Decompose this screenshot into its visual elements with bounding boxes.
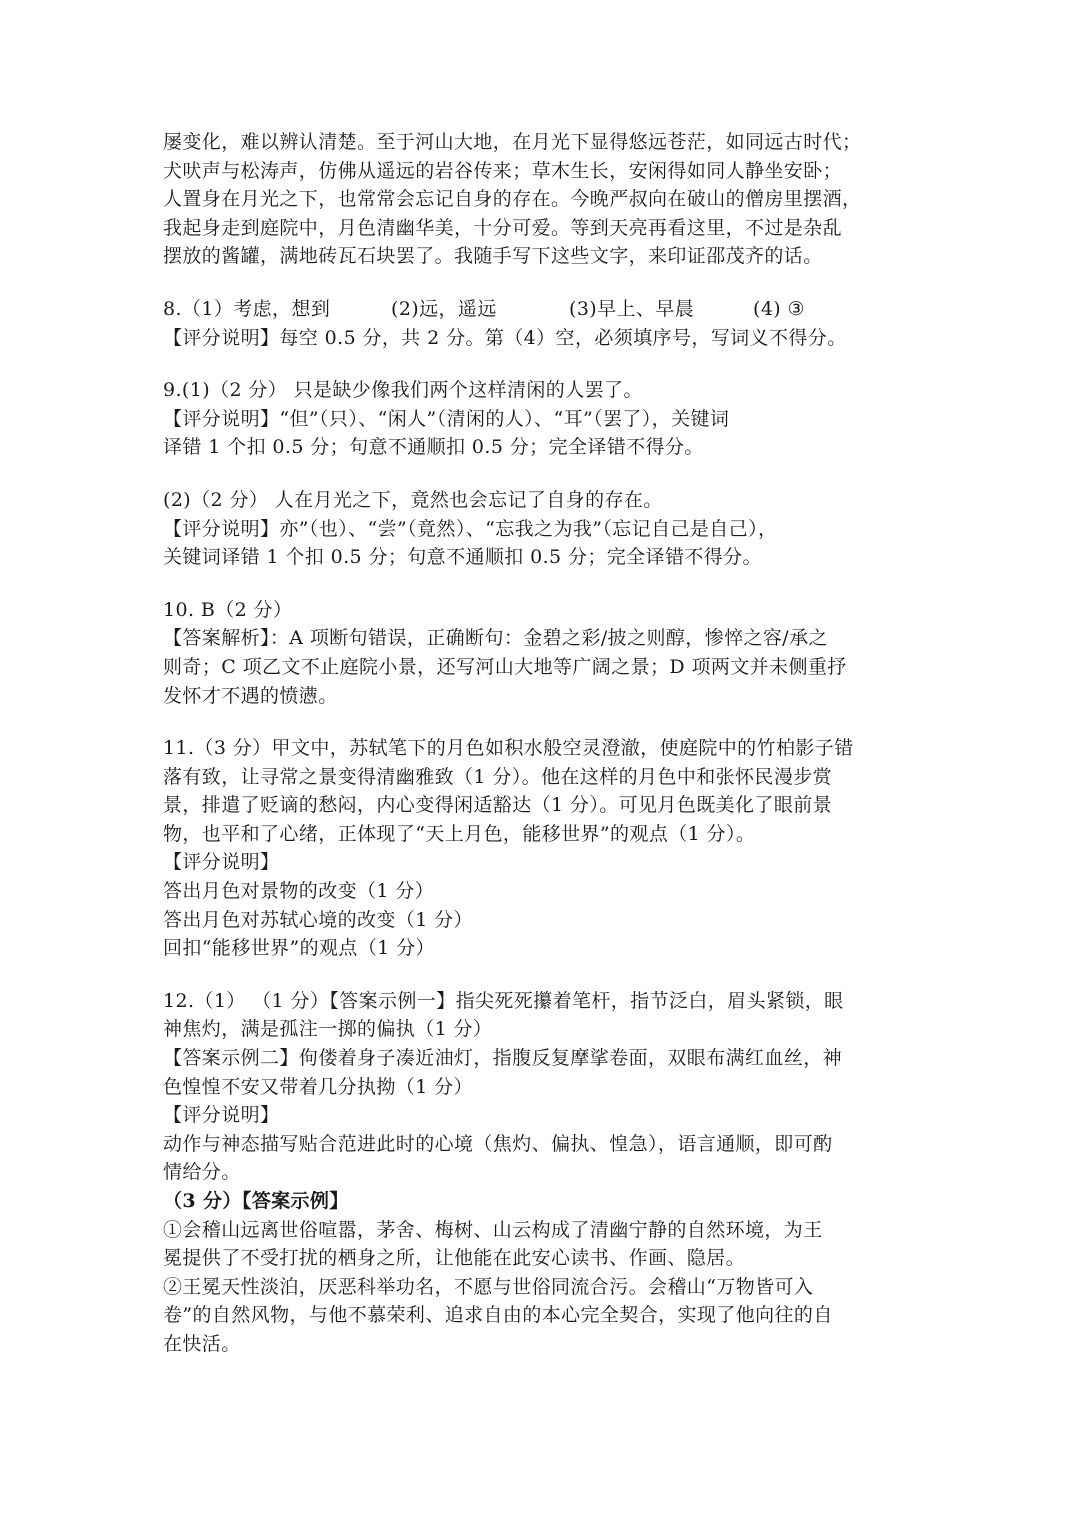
translation-paragraph	[163, 128, 923, 271]
question-9	[163, 376, 923, 572]
text-line: 犬吠声与松涛声，仿佛从遥远的岩谷传来；草木生长，安闲得如同人静坐安卧；	[163, 159, 843, 182]
q11-answer: 落有致，让寻常之景变得清幽雅致（1 分）。他在这样的月色中和张怀民漫步赏	[163, 765, 833, 788]
q12-part2: 在快活。	[163, 1332, 241, 1355]
q12-part2: ①会稽山远离世俗喧嚣，茅舍、梅树、山云构成了清幽宁静的自然环境，为王	[163, 1218, 823, 1241]
q12-note: 情给分。	[163, 1161, 241, 1184]
q12-part1: 【答案示例二】佝偻着身子凑近油灯，指腹反复摩挲卷面，双眼布满红血丝，神	[163, 1047, 843, 1070]
text-line: 我起身走到庭院中，月色清幽华美，十分可爱。等到天亮再看这里，不过是杂乱	[163, 216, 843, 239]
q11-answer: 物，也平和了心绪，正体现了“天上月色，能移世界”的观点（1 分）。	[163, 822, 756, 845]
q10-analysis: 【答案解析】：A 项断句错误，正确断句：金碧之彩/披之则醇，惨悴之容/承之	[163, 627, 828, 650]
q12-part1: 神焦灼，满是孤注一掷的偏执（1 分）	[163, 1018, 493, 1041]
q9-part2-answer: (2)（2 分） 人在月光之下，竟然也会忘记了自身的存在。	[163, 488, 663, 511]
text-line: 人置身在月光之下，也常常会忘记自身的存在。今晚严叔向在破山的僧房里摆酒，	[163, 188, 862, 211]
question-10	[163, 596, 923, 710]
q9-part1-answer: 9.(1)（2 分） 只是缺少像我们两个这样清闲的人罢了。	[163, 379, 643, 402]
q10-answer: 10. B（2 分）	[163, 598, 293, 621]
q11-note: 答出月色对景物的改变（1 分）	[163, 880, 435, 903]
q12-part1: 色惶惶不安又带着几分执拗（1 分）	[163, 1075, 473, 1098]
text-line: 摆放的酱罐，满地砖瓦石块罢了。我随手写下这些文字，来印证邵茂齐的话。	[163, 245, 823, 268]
q8-answer-4: (4) ③	[753, 297, 805, 320]
q10-analysis: 则奇；C 项乙文不止庭院小景，还写河山大地等广阔之景；D 项两文并未侧重抒	[163, 655, 847, 678]
q9-part2-note: 关键词译错 1 个扣 0.5 分；句意不通顺扣 0.5 分；完全译错不得分。	[163, 546, 762, 569]
q12-part2-heading: （3 分）【答案示例】	[163, 1190, 349, 1212]
q12-part2: 冕提供了不受打扰的栖身之所，让他能在此安心读书、作画、隐居。	[163, 1247, 746, 1270]
q9-part1-note: 【评分说明】“但”（只）、“闲人”（清闲的人）、“耳”（罢了），关键词	[163, 407, 730, 430]
q12-note-title: 【评分说明】	[163, 1104, 280, 1127]
q12-part2: ②王冕天性淡泊，厌恶科举功名，不愿与世俗同流合污。会稽山“万物皆可入	[163, 1275, 814, 1298]
q11-note-title: 【评分说明】	[163, 851, 280, 874]
q12-note: 动作与神态描写贴合范进此时的心境（焦灼、偏执、惶急），语言通顺，即可酌	[163, 1132, 833, 1155]
q8-answer-1: 8.（1）考虑，想到	[163, 297, 331, 320]
q11-answer: 11.（3 分）甲文中，苏轼笔下的月色如积水般空灵澄澈，使庭院中的竹柏影子错	[163, 737, 854, 760]
answer-sheet-page	[163, 128, 923, 1359]
q12-part2: 卷”的自然风物，与他不慕荣利、追求自由的本心完全契合，实现了他向往的自	[163, 1304, 833, 1327]
q8-answer-2: (2)远，遥远	[391, 297, 497, 320]
question-11	[163, 734, 923, 963]
q8-answer-3: (3)早上、早晨	[569, 297, 695, 320]
q9-part2-note: 【评分说明】亦”（也）、“尝”（竟然）、“忘我之为我”（忘记自己是自己），	[163, 517, 778, 540]
question-8	[163, 295, 923, 352]
q9-part1-note: 译错 1 个扣 0.5 分；句意不通顺扣 0.5 分；完全译错不得分。	[163, 436, 704, 459]
q8-answers	[163, 295, 923, 324]
q11-answer: 景，排遣了贬谪的愁闷，内心变得闲适豁达（1 分）。可见月色既美化了眼前景	[163, 794, 833, 817]
question-12	[163, 987, 923, 1359]
q11-note: 答出月色对苏轼心境的改变（1 分）	[163, 908, 473, 931]
q11-note: 回扣“能移世界”的观点（1 分）	[163, 937, 435, 960]
q8-scoring-note: 【评分说明】每空 0.5 分，共 2 分。第（4）空，必须填序号，写词义不得分。	[163, 326, 847, 349]
text-line: 屡变化，难以辨认清楚。至于河山大地，在月光下显得悠远苍茫，如同远古时代；	[163, 131, 862, 153]
q12-part1: 12.（1） （1 分）【答案示例一】指尖死死攥着笔杆，指节泛白，眉头紧锁，眼	[163, 989, 844, 1012]
q10-analysis: 发怀才不遇的愤懑。	[163, 684, 338, 707]
